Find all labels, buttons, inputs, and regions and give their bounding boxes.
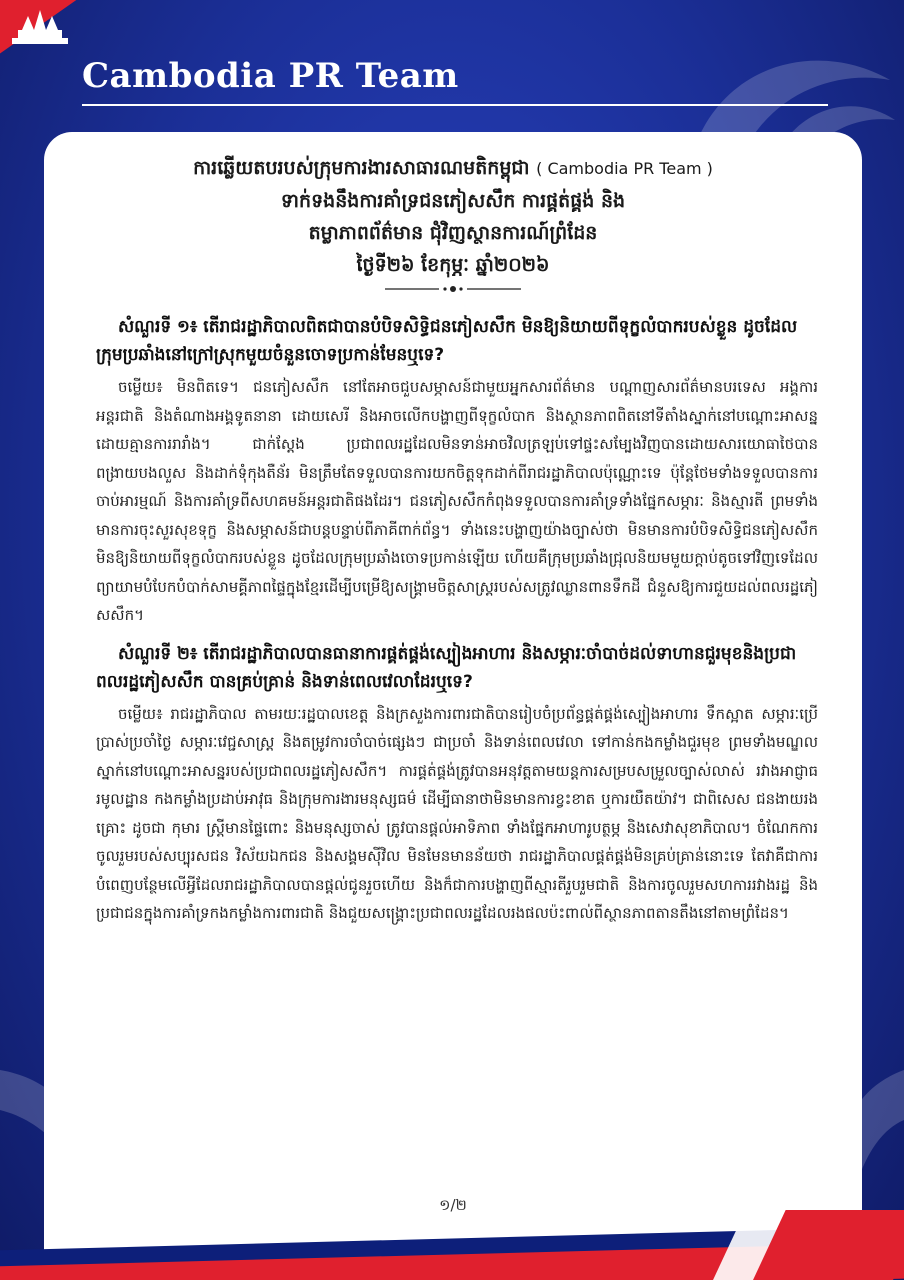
headline-org-kh: ការឆ្លើយតបរបស់ក្រុមការងារសាធារណមតិកម្ពុជា	[193, 157, 530, 179]
headline-line-3: តម្លាភាពព័ត៌មាន ជុំវិញស្ថានការណ៍ព្រំដែន	[308, 222, 598, 244]
header-divider	[82, 104, 828, 106]
angkor-temple-icon	[8, 8, 72, 48]
page-number: ១/២	[439, 1196, 467, 1214]
headline-date: ថ្ងៃទី២៦ ខែកុម្ភៈ ឆ្នាំ២០២៦	[356, 254, 550, 276]
headline-line-2: ទាក់ទងនឹងការគាំទ្រជនភៀសសឹក ការផ្គត់ផ្គង់ និង	[280, 190, 626, 212]
header-title: Cambodia PR Team	[82, 56, 459, 96]
ornament-divider-icon	[383, 283, 523, 295]
headline-line-1	[44, 152, 862, 185]
question-2: សំណួរទី ២៖ តើរាជរដ្ឋាភិបាលបានធានាការផ្គត់ផ្គង់ស្បៀងអាហារ និងសម្ភារៈចាំបាច់ដល់ទាហានជួរមុខនិងប្រជាពលរដ្ឋភៀសសឹក បានគ្រប់គ្រាន់ និងទាន់ពេលវេលាដែរឬទេ?	[96, 643, 797, 692]
headline-org-en: ( Cambodia PR Team )	[536, 159, 713, 178]
bottom-flag-ribbon	[0, 1210, 904, 1280]
document-card	[44, 132, 862, 1260]
answer-1: ចម្លើយ៖ មិនពិតទេ។ ជនភៀសសឹក នៅតែអាចជួបសម្ភាសន៍ជាមួយអ្នកសារព័ត៌មាន បណ្តាញសារព័ត៌មានបរទេស អង្គការអន្តរជាតិ និងតំណាងអង្គទូតនានា ដោយសេរី និងអាចលើកបង្ហាញពីទុក្ខលំបាក និងស្ថានភាពពិតនៅទីតាំងស្នាក់នៅបណ្តោះអាសន្ន ដោយគ្មានការរារាំង។ ជាក់ស្តែង ប្រជាពលរដ្ឋដែលមិនទាន់អាចវិលត្រឡប់ទៅផ្ទះសម្បែងវិញបានដោយសារយោធាថៃបានពង្រាយបងលួស និងដាក់ទុំកុងតឺន័រ មិនត្រឹមតែទទួលបានការយកចិត្តទុកដាក់ពីរាជរដ្ឋាភិបាលប៉ុណ្ណោះទេ ប៉ុន្តែថែមទាំងទទួលបានការចាប់អារម្មណ៍ និងការគាំទ្រពីសហគមន៍អន្តរជាតិផងដែរ។ ជនភៀសសឹកកំពុងទទួលបានការគាំទ្រទាំងផ្នែកសម្ភារៈ និងស្មារតី ព្រមទាំងមានការចុះសួរសុខទុក្ខ និងសម្ភាសន៍ជាបន្តបន្ទាប់ពីភាគីពាក់ព័ន្ធ។ ទាំងនេះបង្ហាញយ៉ាងច្បាស់ថា មិនមានការបំបិទសិទ្ធិជនភៀសសឹក មិនឱ្យនិយាយពីទុក្ខលំបាករបស់ខ្លួន ដូចដែលក្រុមប្រឆាំងចោទប្រកាន់ឡើយ ហើយគឺក្រុមប្រឆាំងជ្រុលនិយមមួយក្តាប់តូចទៅវិញទេដែលព្យាយាមបំបែកបំបាក់សាមគ្គីភាពផ្ទៃក្នុងខ្មែរដើម្បីបម្រើឱ្យសង្គ្រាមចិត្តសាស្ត្ររបស់សត្រូវឈ្លានពានទឹកដី ជំនួសឱ្យការជួយដល់ពលរដ្ឋភៀសសឹក។	[96, 378, 818, 624]
answer-2: ចម្លើយ៖ រាជរដ្ឋាភិបាល តាមរយៈរដ្ឋបាលខេត្ត និងក្រសួងការពារជាតិបានរៀបចំប្រព័ន្ធផ្គត់ផ្គង់ស្បៀងអាហារ ទឹកស្អាត សម្ភារៈប្រើប្រាស់ប្រចាំថ្ងៃ សម្ភារៈវេជ្ជសាស្ត្រ និងតម្រូវការចាំបាច់ផ្សេងៗ ជាប្រចាំ និងទាន់ពេលវេលា ទៅកាន់កងកម្លាំងជួរមុខ ព្រមទាំងមណ្ឌលស្នាក់នៅបណ្តោះអាសន្នរបស់ប្រជាពលរដ្ឋភៀសសឹក។ ការផ្គត់ផ្គង់ត្រូវបានអនុវត្តតាមយន្តការសម្របសម្រួលច្បាស់លាស់ រវាងអាជ្ញាធរមូលដ្ឋាន កងកម្លាំងប្រដាប់អាវុធ និងក្រុមការងារមនុស្សធម៌ ដើម្បីធានាថាមិនមានការខ្វះខាត ឬការយឺតយ៉ាវ។ ជាពិសេស ជនងាយរងគ្រោះ ដូចជា កុមារ ស្ត្រីមានផ្ទៃពោះ និងមនុស្សចាស់ ត្រូវបានផ្តល់អាទិភាព ទាំងផ្នែកអាហារូបត្ថម្ភ និងសេវាសុខាភិបាល។ ចំណែកការចូលរួមរបស់សប្បុរសជន វិស័យឯកជន និងសង្គមស៊ីវិល មិនមែនមានន័យថា រាជរដ្ឋាភិបាលផ្គត់ផ្គង់មិនគ្រប់គ្រាន់នោះទេ តែវាគឺជាការបំពេញបន្ថែមលើអ្វីដែលរាជរដ្ឋាភិបាលបានផ្តល់ជូនរួចហើយ និងក៏ជាការបង្ហាញពីស្មារតីរួបរួមជាតិ និងការចូលរួមសហការរវាងរដ្ឋ និងប្រជាជនក្នុងការគាំទ្រកងកម្លាំងការពារជាតិ និងជួយសង្គ្រោះប្រជាពលរដ្ឋដែលរងផលប៉ះពាល់ពីស្ថានភាពតានតឹងនៅតាមព្រំដែន។	[96, 704, 818, 922]
question-1: សំណួរទី ១៖ តើរាជរដ្ឋាភិបាលពិតជាបានបំបិទសិទ្ធិជនភៀសសឹក មិនឱ្យនិយាយពីទុក្ខលំបាករបស់ខ្លួន ដូចដែលក្រុមប្រឆាំងនៅក្រៅស្រុកមួយចំនួនចោទប្រកាន់មែនឬទេ?	[96, 317, 798, 365]
document-headline	[44, 152, 862, 281]
